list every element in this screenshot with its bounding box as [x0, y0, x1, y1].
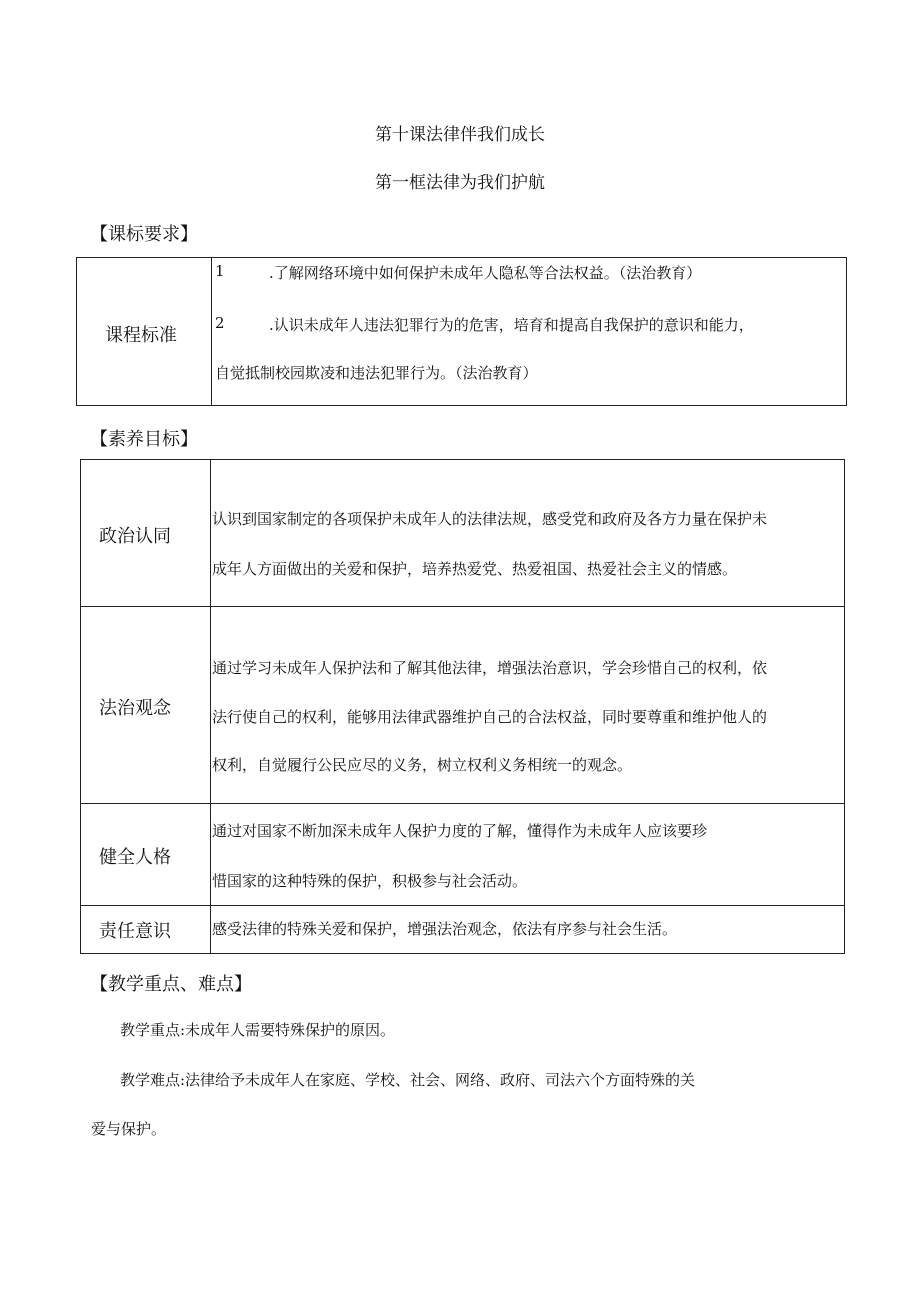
literacy-heading: 【素养目标】	[90, 429, 198, 450]
literacy-responsibility-line-1: 感受法律的特殊关爱和保护，增强法治观念，依法有序参与社会生活。	[212, 920, 678, 938]
literacy-label-rule-of-law: 法治观念	[99, 698, 171, 719]
literacy-label-political: 政治认同	[99, 526, 171, 547]
literacy-rule-of-law-line-1: 通过学习未成年人保护法和了解其他法律，增强法治意识，学会珍惜自己的权利，依	[212, 659, 768, 677]
curriculum-item-2-text: .认识未成年人违法犯罪行为的危害，培育和提高自我保护的意识和能力，	[269, 316, 754, 334]
curriculum-item-2-continuation: 自觉抵制校园欺凌和违法犯罪行为。（法治教育）	[215, 364, 538, 382]
literacy-personality-line-2: 惜国家的这种特殊的保护，积极参与社会活动。	[212, 872, 528, 890]
literacy-label-personality: 健全人格	[99, 847, 171, 868]
curriculum-item-1-text: .了解网络环境中如何保护未成年人隐私等合法权益。（法治教育）	[269, 264, 702, 282]
curriculum-heading: 【课标要求】	[90, 224, 198, 245]
curriculum-label-cell	[77, 258, 212, 405]
curriculum-item-2-number: 2	[215, 314, 225, 332]
literacy-rule-of-law-line-2: 法行使自己的权利，能够用法律武器维护自己的合法权益，同时要尊重和维护他人的	[212, 708, 768, 726]
difficulty-text-line-1: 教学难点:法律给予未成年人在家庭、学校、社会、网络、政府、司法六个方面特殊的关	[120, 1071, 696, 1089]
literacy-personality-line-1: 通过对国家不断加深未成年人保护力度的了解，懂得作为未成年人应该要珍	[212, 822, 708, 840]
literacy-row-divider	[81, 905, 844, 906]
literacy-column-divider	[210, 460, 211, 953]
literacy-table	[80, 459, 845, 954]
key-point-text: 教学重点:未成年人需要特殊保护的原因。	[120, 1021, 396, 1039]
literacy-rule-of-law-line-3: 权利，自觉履行公民应尽的义务，树立权利义务相统一的观念。	[212, 756, 633, 774]
literacy-row-divider	[81, 803, 844, 804]
curriculum-table	[76, 257, 847, 406]
literacy-row-divider	[81, 606, 844, 607]
curriculum-item-1-number: 1	[215, 262, 225, 280]
literacy-label-responsibility: 责任意识	[99, 921, 171, 942]
literacy-political-line-2: 成年人方面做出的关爱和保护，培养热爱党、热爱祖国、热爱社会主义的情感。	[212, 560, 738, 578]
page-title: 第十课法律伴我们成长	[375, 125, 545, 145]
focus-heading: 【教学重点、难点】	[90, 974, 252, 995]
curriculum-label: 课程标准	[105, 325, 177, 346]
literacy-political-line-1: 认识到国家制定的各项保护未成年人的法律法规，感受党和政府及各方力量在保护未	[212, 510, 768, 528]
page-subtitle: 第一框法律为我们护航	[375, 173, 545, 193]
difficulty-text-line-2: 爱与保护。	[91, 1120, 167, 1138]
